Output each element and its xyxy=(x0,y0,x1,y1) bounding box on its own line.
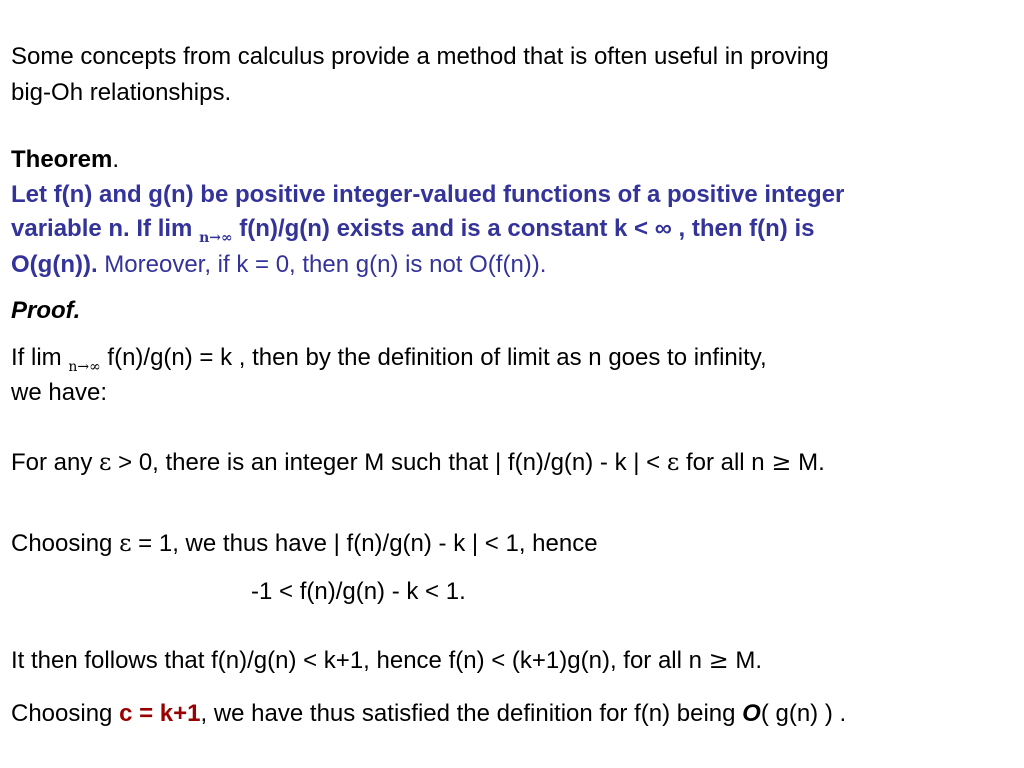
proof-heading-text: Proof. xyxy=(11,297,81,324)
big-o-symbol: O xyxy=(742,700,761,727)
theorem-moreover: Moreover, if k = 0, then g(n) is not O(f(n)). xyxy=(97,251,547,278)
theorem-limit-subscript: n→∞ xyxy=(199,230,233,246)
theorem-heading-punct: . xyxy=(112,146,120,173)
epsilon-symbol: ε xyxy=(119,529,132,557)
proof-line-4 xyxy=(11,528,598,559)
proof-text-3c: for all n xyxy=(679,449,772,476)
intro-line-2 xyxy=(11,78,231,108)
proof-text-3a: For any xyxy=(11,449,100,476)
theorem-heading xyxy=(11,145,119,175)
proof-line-3 xyxy=(11,447,825,478)
proof-text-6b: M. xyxy=(728,647,763,674)
epsilon-symbol: ε xyxy=(666,448,680,476)
proof-text-2: we have: xyxy=(11,379,108,406)
proof-text-6a: It then follows that f(n)/g(n) < k+1, hence f(n) < (k+1)g(n), for all n xyxy=(11,647,709,674)
proof-line-5 xyxy=(251,577,466,607)
proof-line-7 xyxy=(11,699,846,729)
theorem-line-2 xyxy=(11,214,814,247)
theorem-text-2b: f(n)/g(n) exists and is a constant k < ∞ , then f(n) is xyxy=(232,215,815,242)
proof-text-7b: , we have thus satisfied the definition for f(n) being xyxy=(200,700,743,727)
geq-symbol: ≥ xyxy=(708,646,729,674)
geq-symbol: ≥ xyxy=(771,448,792,476)
proof-text-4b: = 1, we thus have | f(n)/g(n) - k | < 1, hence xyxy=(131,530,598,557)
theorem-line-3 xyxy=(11,250,546,280)
theorem-text-2a: variable n. If lim xyxy=(11,215,200,242)
proof-line-2 xyxy=(11,378,107,408)
theorem-line-1 xyxy=(11,180,844,210)
proof-text-3d: M. xyxy=(791,449,825,476)
proof-line-6 xyxy=(11,645,762,676)
theorem-heading-text: Theorem xyxy=(11,146,113,173)
epsilon-symbol: ε xyxy=(99,448,112,476)
proof-text-7d: ( g(n) ) . xyxy=(760,700,847,727)
theorem-text-1: Let f(n) and g(n) be positive integer-valued functions of a positive integer xyxy=(11,181,845,208)
intro-line-1 xyxy=(11,42,829,72)
proof-text-3b: > 0, there is an integer M such that | f(n)/g(n) - k | < xyxy=(111,449,667,476)
proof-limit-subscript: n→∞ xyxy=(68,359,101,375)
constant-choice: c = k+1 xyxy=(119,700,201,727)
theorem-conclusion: O(g(n)). xyxy=(11,251,98,278)
proof-text-1a: If lim xyxy=(11,344,69,371)
proof-text-1b: f(n)/g(n) = k , then by the definition of limit as n goes to infinity, xyxy=(100,344,767,371)
proof-line-1 xyxy=(11,343,767,376)
proof-text-7a: Choosing xyxy=(11,700,120,727)
intro-text-2: big-Oh relationships. xyxy=(11,79,232,106)
proof-text-5: -1 < f(n)/g(n) - k < 1. xyxy=(251,578,466,605)
slide xyxy=(11,0,1016,768)
proof-heading xyxy=(11,296,80,326)
intro-text-1: Some concepts from calculus provide a method that is often useful in proving xyxy=(11,43,829,70)
proof-text-4a: Choosing xyxy=(11,530,120,557)
